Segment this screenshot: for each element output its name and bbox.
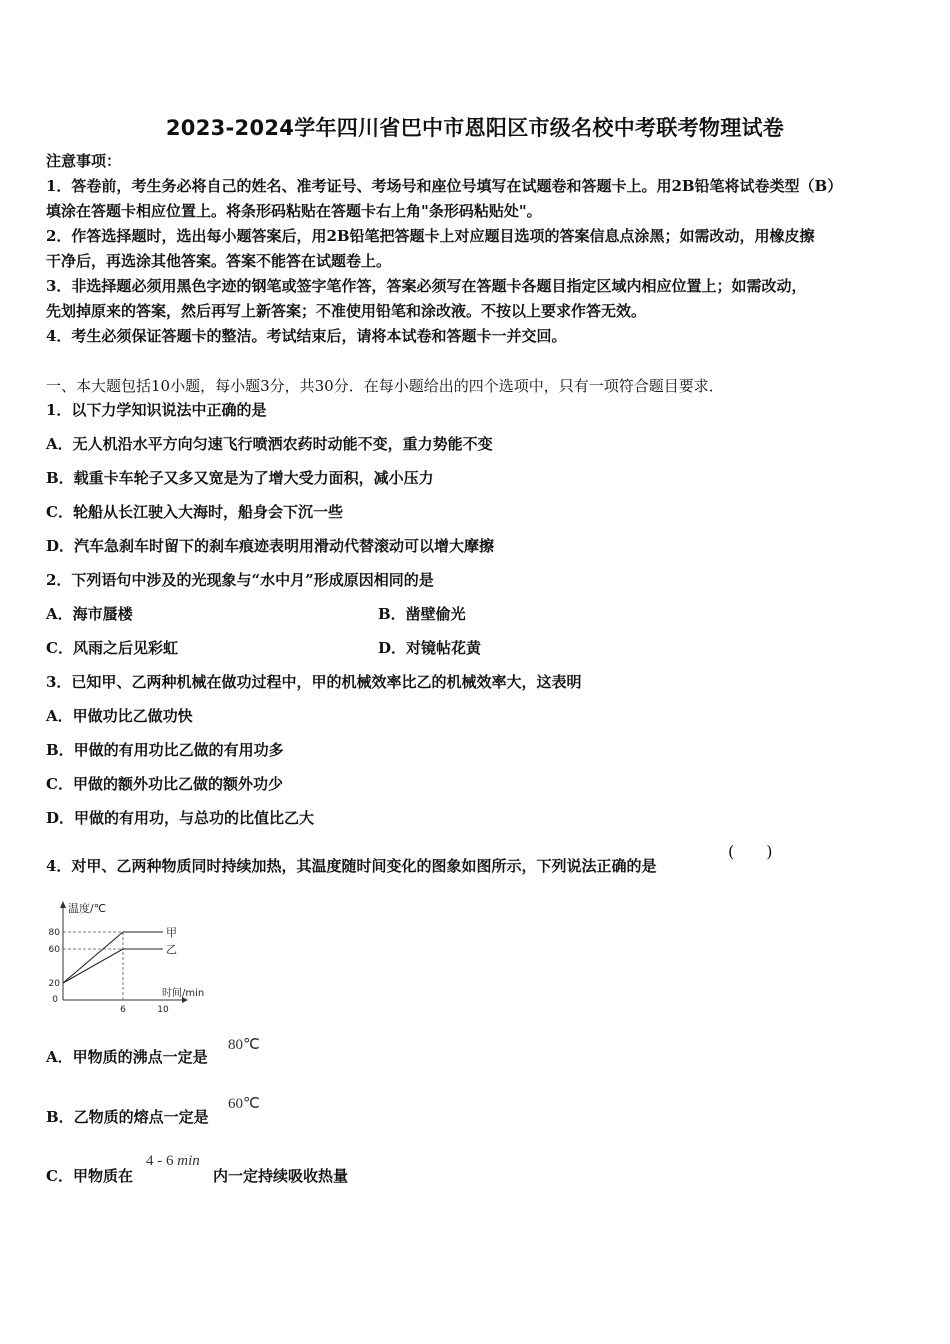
q2-option-d: D．对镜帖花黄 bbox=[378, 639, 482, 657]
y-axis-arrow bbox=[60, 901, 66, 908]
y-axis-label: 温度/℃ bbox=[68, 902, 107, 915]
notice-line: 填涂在答题卡相应位置上。将条形码粘贴在答题卡右上角"条形码粘贴处"。 bbox=[46, 202, 542, 220]
notice-line: 4．考生必须保证答题卡的整洁。考试结束后，请将本试卷和答题卡一并交回。 bbox=[46, 327, 567, 345]
q4-option-c-rest: 内一定持续吸收热量 bbox=[213, 1167, 349, 1185]
q4-option-a-value: 80℃ bbox=[228, 1037, 260, 1053]
q1-option-a: A．无人机沿水平方向匀速飞行喷洒农药时动能不变，重力势能不变 bbox=[46, 435, 493, 453]
q1-option-c: C．轮船从长江驶入大海时，船身会下沉一些 bbox=[46, 503, 343, 521]
q3-option-b: B．甲做的有用功比乙做的有用功多 bbox=[46, 741, 284, 759]
x-axis-label: 时间/min bbox=[162, 988, 205, 999]
notice-line: 2．作答选择题时，选出每小题答案后，用2B铅笔把答题卡上对应题目选项的答案信息点涂黑；如需改动，用橡皮擦 bbox=[46, 227, 815, 245]
q4-option-c-range-unit: min bbox=[177, 1153, 200, 1169]
q2-option-c: C．风雨之后见彩虹 bbox=[46, 639, 178, 657]
section-heading: 一、本大题包括10小题，每小题3分，共30分．在每小题给出的四个选项中，只有一项符合题目要求． bbox=[46, 377, 724, 395]
answer-bracket: ( ) bbox=[728, 842, 773, 861]
y-tick-label: 20 bbox=[48, 979, 60, 989]
q4-option-b-value: 60℃ bbox=[228, 1096, 260, 1112]
notice-line: 1．答卷前，考生务必将自己的姓名、准考证号、考场号和座位号填写在试题卷和答题卡上。用2B铅笔将试卷类型（B） bbox=[46, 177, 843, 195]
q3-stem: 3．已知甲、乙两种机械在做功过程中，甲的机械效率比乙的机械效率大，这表明 bbox=[46, 673, 582, 691]
x-tick-label: 6 bbox=[120, 1005, 126, 1015]
y-tick-label: 60 bbox=[48, 945, 60, 955]
series-line-yi bbox=[63, 949, 163, 983]
q4-stem: 4．对甲、乙两种物质同时持续加热，其温度随时间变化的图象如图所示，下列说法正确的是 bbox=[46, 857, 657, 875]
notice-line: 干净后，再选涂其他答案。答案不能答在试题卷上。 bbox=[46, 252, 392, 270]
q4-option-c-range-num: 4 - 6 bbox=[146, 1153, 174, 1169]
q1-option-d: D．汽车急刹车时留下的刹车痕迹表明用滑动代替滚动可以增大摩擦 bbox=[46, 537, 495, 555]
q2-option-b: B．凿壁偷光 bbox=[378, 605, 466, 623]
page-title: 2023-2024学年四川省巴中市恩阳区市级名校中考联考物理试卷 bbox=[165, 116, 785, 140]
y-tick-label: 80 bbox=[48, 928, 60, 938]
q4-option-c: C．甲物质在 bbox=[46, 1167, 133, 1185]
series-label: 甲 bbox=[166, 926, 177, 939]
x-tick-label: 10 bbox=[157, 1005, 169, 1015]
notice-line: 3．非选择题必须用黑色字迹的钢笔或签字笔作答，答案必须写在答题卡各题目指定区域内相应位置上；如需改动， bbox=[46, 277, 807, 295]
series-label: 乙 bbox=[166, 943, 177, 956]
q4-option-c-range bbox=[146, 1153, 200, 1170]
q2-option-a: A．海市蜃楼 bbox=[46, 605, 133, 623]
q1-option-b: B．载重卡车轮子又多又宽是为了增大受力面积，减小压力 bbox=[46, 469, 434, 487]
q3-option-d: D．甲做的有用功，与总功的比值比乙大 bbox=[46, 809, 315, 827]
series-line-jia bbox=[63, 932, 163, 983]
q3-option-a: A．甲做功比乙做功快 bbox=[46, 707, 193, 725]
notice-heading: 注意事项： bbox=[46, 152, 122, 170]
q2-stem: 2．下列语句中涉及的光现象与“水中月”形成原因相同的是 bbox=[46, 571, 434, 589]
q4-option-b: B．乙物质的熔点一定是 bbox=[46, 1108, 209, 1126]
y-tick-label: 0 bbox=[52, 995, 58, 1005]
notice-line: 先划掉原来的答案，然后再写上新答案；不准使用铅笔和涂改液。不按以上要求作答无效。 bbox=[46, 302, 647, 320]
q1-stem: 1．以下力学知识说法中正确的是 bbox=[46, 401, 267, 419]
q3-option-c: C．甲做的额外功比乙做的额外功少 bbox=[46, 775, 283, 793]
q4-option-a: A．甲物质的沸点一定是 bbox=[46, 1048, 208, 1066]
temperature-time-graph bbox=[44, 898, 214, 1018]
